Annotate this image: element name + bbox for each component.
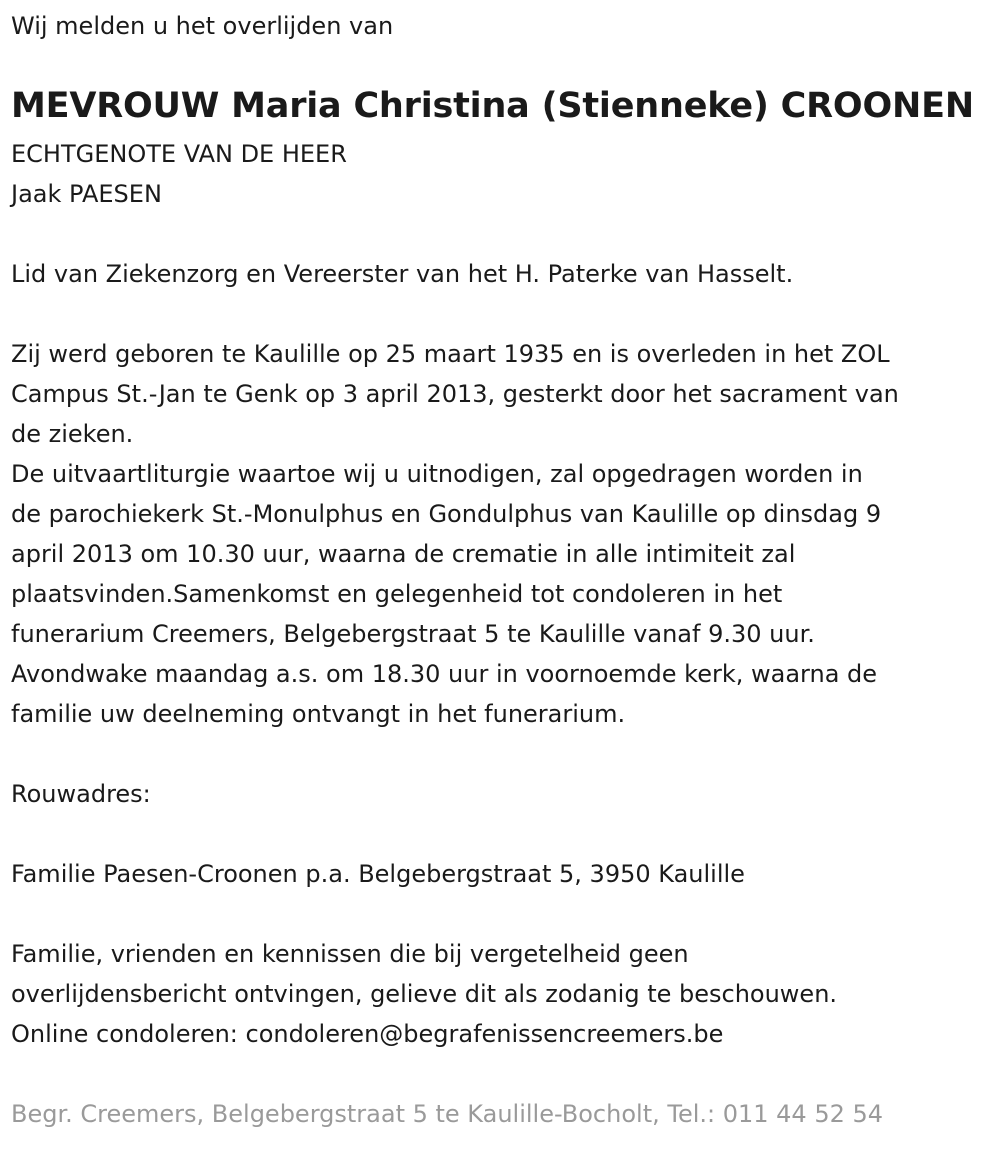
- funeral-home-footer: Begr. Creemers, Belgebergstraat 5 te Kaulille-Bocholt, Tel.: 011 44 52 54: [11, 1100, 884, 1128]
- family-notice-block: [11, 934, 837, 1054]
- membership-block: [11, 254, 793, 294]
- spouse-name: Jaak PAESEN: [11, 180, 162, 208]
- body-line: Avondwake maandag a.s. om 18.30 uur in voornoemde kerk, waarna de: [11, 660, 878, 688]
- spouse-block: [11, 134, 347, 214]
- body-line: De uitvaartliturgie waartoe wij u uitnodigen, zal opgedragen worden in: [11, 460, 863, 488]
- rouwadres-label-block: [11, 774, 151, 814]
- funeral-details: [11, 334, 899, 734]
- online-condolence-line: Online condoleren: condoleren@begrafenissencreemers.be: [11, 1020, 724, 1048]
- family-notice-line: Familie, vrienden en kennissen die bij vergetelheid geen: [11, 940, 689, 968]
- body-line: funerarium Creemers, Belgebergstraat 5 te Kaulille vanaf 9.30 uur.: [11, 620, 815, 648]
- rouwadres-label: Rouwadres:: [11, 780, 151, 808]
- spouse-line: ECHTGENOTE VAN DE HEER: [11, 140, 347, 168]
- family-notice-line: overlijdensbericht ontvingen, gelieve dit als zodanig te beschouwen.: [11, 980, 838, 1008]
- body-line: familie uw deelneming ontvangt in het funerarium.: [11, 700, 626, 728]
- rouwadres-address: Familie Paesen-Croonen p.a. Belgebergstraat 5, 3950 Kaulille: [11, 860, 745, 888]
- body-line: april 2013 om 10.30 uur, waarna de crematie in alle intimiteit zal: [11, 540, 796, 568]
- deceased-name: MEVROUW Maria Christina (Stienneke) CROONEN: [11, 86, 974, 126]
- intro-text: Wij melden u het overlijden van: [11, 12, 394, 40]
- membership-text: Lid van Ziekenzorg en Vereerster van het H. Paterke van Hasselt.: [11, 260, 794, 288]
- footer-block: [11, 1094, 883, 1134]
- body-line: de zieken.: [11, 420, 134, 448]
- body-line: de parochiekerk St.-Monulphus en Gondulphus van Kaulille op dinsdag 9: [11, 500, 882, 528]
- body-line: Zij werd geboren te Kaulille op 25 maart 1935 en is overleden in het ZOL: [11, 340, 890, 368]
- body-line: Campus St.-Jan te Genk op 3 april 2013, gesterkt door het sacrament van: [11, 380, 899, 408]
- body-line: plaatsvinden.Samenkomst en gelegenheid tot condoleren in het: [11, 580, 783, 608]
- rouwadres-block: [11, 854, 745, 894]
